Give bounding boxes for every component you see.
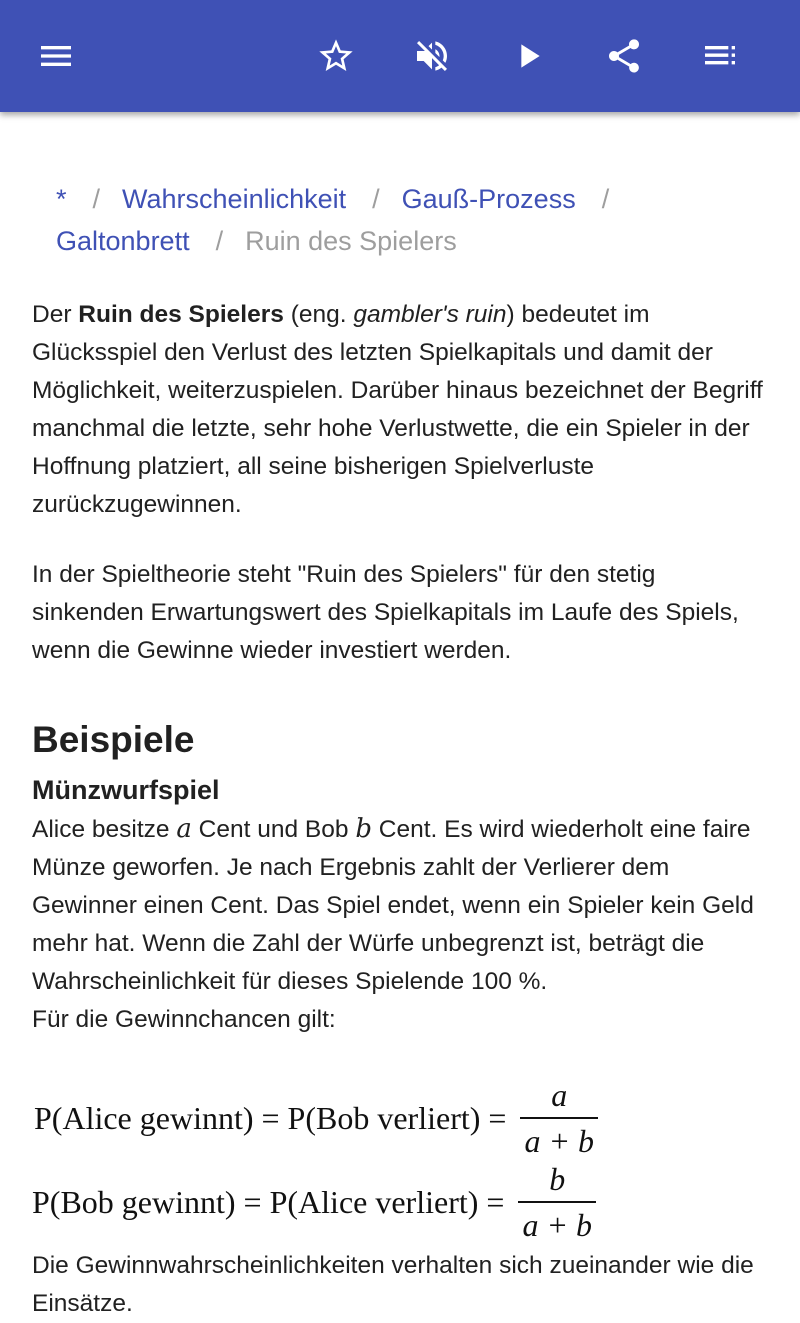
intro-term: Ruin des Spielers bbox=[78, 301, 284, 328]
math-variable-a: a bbox=[176, 814, 192, 844]
fraction-numerator: b bbox=[549, 1161, 566, 1197]
example-text: Cent und Bob bbox=[191, 816, 356, 843]
math-variable-b: b bbox=[355, 814, 372, 844]
intro-text: ) bedeutet im Glücksspiel den Verlust des letzten Spielkapitals und damit der Möglichkeit, weiterzuspielen. Darüber hinaus bezeichnet der Begriff manchmal die letzte, sehr hohe Verlustwette, die ein Spieler in der Hoffnung platziert, all seine bisherigen Spielverluste zurückzugewinnen. bbox=[32, 301, 763, 518]
breadcrumb-separator: / bbox=[372, 184, 380, 214]
star-icon[interactable] bbox=[308, 28, 364, 84]
formula-alice bbox=[34, 1077, 772, 1159]
breadcrumb-separator: / bbox=[215, 226, 224, 256]
formula-lhs: P(Alice gewinnt) = P(Bob verliert) = bbox=[34, 1100, 507, 1136]
example-text: Alice besitze bbox=[32, 816, 177, 843]
paragraph-spieltheorie: In der Spieltheorie steht "Ruin des Spielers" für den stetig sinkenden Erwartungswert des Spielkapitals im Laufe des Spiels, wenn die Gewinne wieder investiert werden. bbox=[32, 561, 739, 664]
fraction bbox=[520, 1077, 598, 1159]
playlist-icon[interactable] bbox=[692, 28, 748, 84]
example-paragraph bbox=[32, 810, 772, 1039]
formula-bob bbox=[32, 1161, 772, 1243]
app-toolbar bbox=[0, 0, 800, 112]
breadcrumb-current: Ruin des Spielers bbox=[245, 226, 457, 256]
fraction-bar bbox=[520, 1117, 598, 1119]
fraction bbox=[518, 1161, 596, 1243]
menu-icon[interactable] bbox=[28, 28, 84, 84]
example-text: Für die Gewinnchancen gilt: bbox=[32, 1006, 336, 1033]
breadcrumb-separator: / bbox=[601, 184, 610, 214]
breadcrumb-separator: / bbox=[92, 184, 101, 214]
intro-paragraph bbox=[32, 296, 772, 524]
breadcrumb-galtonbrett[interactable]: Galtonbrett bbox=[56, 226, 190, 256]
section-title: Beispiele bbox=[32, 719, 195, 760]
breadcrumb-home[interactable]: * bbox=[56, 184, 67, 214]
share-icon[interactable] bbox=[596, 28, 652, 84]
example-text: Cent. Es wird wiederholt eine faire Münze geworfen. Je nach Ergebnis zahlt der Verlierer dem Gewinner einen Cent. Das Spiel endet, wenn ein Spieler kein Geld mehr hat. Wenn die Zahl der Würfe unbegrenzt ist, beträgt die Wahrscheinlichkeit für dieses Spielende 100 %. bbox=[32, 816, 754, 995]
fraction-denominator: a + b bbox=[524, 1123, 595, 1159]
article-content bbox=[32, 296, 772, 1323]
fraction-denominator: a + b bbox=[522, 1207, 593, 1243]
play-icon[interactable] bbox=[500, 28, 556, 84]
intro-text: (eng. bbox=[283, 301, 354, 328]
fraction-bar bbox=[518, 1201, 596, 1203]
intro-english-term: gambler's ruin bbox=[353, 301, 507, 328]
fraction-numerator: a bbox=[551, 1077, 568, 1113]
subsection-title: Münzwurfspiel bbox=[32, 775, 220, 805]
breadcrumb-wahrscheinlichkeit[interactable]: Wahrscheinlichkeit bbox=[122, 184, 347, 214]
intro-text: Der bbox=[32, 301, 79, 328]
volume-off-icon[interactable] bbox=[404, 28, 460, 84]
breadcrumb-gauss-prozess[interactable]: Gauß-Prozess bbox=[401, 184, 576, 214]
closing-paragraph: Die Gewinnwahrscheinlichkeiten verhalten sich zueinander wie die Einsätze. bbox=[32, 1252, 754, 1317]
breadcrumb bbox=[56, 178, 756, 262]
formula-lhs: P(Bob gewinnt) = P(Alice verliert) = bbox=[32, 1184, 505, 1220]
